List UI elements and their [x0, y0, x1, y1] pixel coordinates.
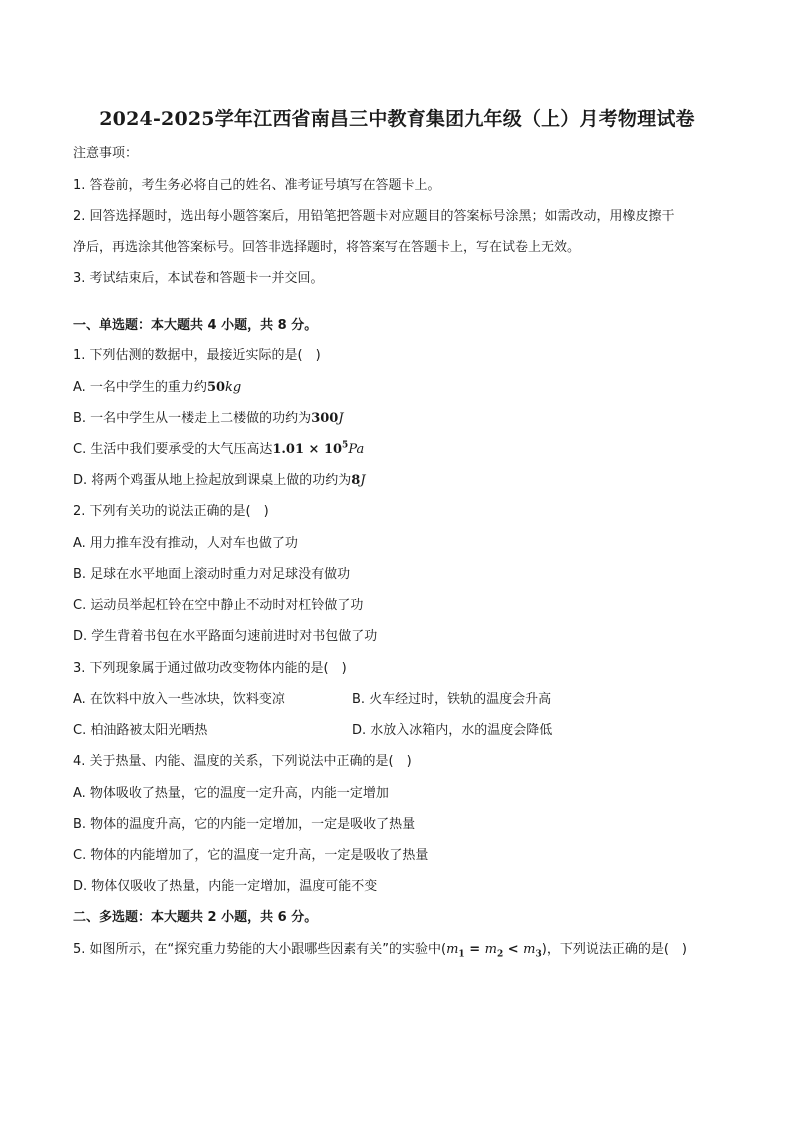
math-symbol: m: [484, 942, 497, 957]
question-stem: 4. 关于热量、内能、温度的关系，下列说法中正确的是( ): [73, 754, 412, 769]
question-stem: 1. 下列估测的数据中，最接近实际的是( ): [73, 348, 321, 363]
option-exponent: 5: [342, 440, 349, 451]
math-subscript: 3: [535, 949, 542, 960]
section-heading: 二、多选题：本大题共 2 小题，共 6 分。: [73, 910, 318, 925]
option-a: A. 在饮料中放入一些冰块，饮料变凉: [73, 692, 285, 707]
notice-item: 1. 答卷前，考生务必将自己的姓名、准考证号填写在答题卡上。: [73, 178, 441, 193]
option-a: A. 用力推车没有推动，人对车也做了功: [73, 536, 298, 551]
option-number: 1.01 × 10: [272, 442, 343, 457]
section-heading: 一、单选题：本大题共 4 小题，共 8 分。: [73, 318, 318, 333]
option-b: B. 足球在水平地面上滚动时重力对足球没有做功: [73, 567, 351, 582]
option-number: 300: [311, 411, 339, 426]
option-unit: kg: [225, 380, 242, 395]
stem-text: 5. 如图所示，在“探究重力势能的大小跟哪些因素有关”的实验中(: [73, 942, 447, 957]
option-c: [73, 442, 364, 458]
math-subscript: 2: [496, 949, 504, 960]
notice-item: 3. 考试结束后，本试卷和答题卡一并交回。: [73, 271, 324, 286]
question-stem: 2. 下列有关功的说法正确的是( ): [73, 504, 269, 519]
notice-item: 2. 回答选择题时，选出每小题答案后，用铅笔把答题卡对应题目的答案标号涂黑；如需改动，用橡皮擦干: [73, 209, 675, 224]
option-text: B. 一名中学生从一楼走上二楼做的功约为: [73, 411, 312, 426]
question-stem: [73, 942, 687, 958]
option-b: B. 火车经过时，铁轨的温度会升高: [352, 692, 552, 707]
option-unit: Pa: [348, 442, 365, 457]
question-stem: 3. 下列现象属于通过做功改变物体内能的是( ): [73, 661, 347, 676]
notice-item: 净后，再选涂其他答案标号。回答非选择题时，将答案写在答题卡上，写在试卷上无效。: [73, 240, 581, 255]
option-c: C. 柏油路被太阳光晒热: [73, 723, 208, 738]
option-c: C. 物体的内能增加了，它的温度一定升高，一定是吸收了热量: [73, 848, 429, 863]
option-text: A. 一名中学生的重力约: [73, 380, 207, 395]
option-b: B. 物体的温度升高，它的内能一定增加，一定是吸收了热量: [73, 817, 416, 832]
option-d: D. 物体仅吸收了热量，内能一定增加，温度可能不变: [73, 879, 378, 894]
option-b: [73, 411, 344, 427]
math-operator: <: [503, 942, 524, 957]
option-number: 50: [206, 380, 226, 395]
page-title: 2024-2025学年江西省南昌三中教育集团九年级（上）月考物理试卷: [99, 108, 695, 130]
stem-text: )，下列说法正确的是( ): [541, 942, 687, 957]
option-unit: J: [338, 411, 344, 426]
option-text: D. 将两个鸡蛋从地上捡起放到课桌上做的功约为: [73, 473, 352, 488]
option-text: C. 生活中我们要承受的大气压高达: [73, 442, 273, 457]
option-d: [73, 473, 366, 489]
option-unit: J: [360, 473, 366, 488]
option-a: [73, 380, 241, 396]
option-d: D. 水放入冰箱内，水的温度会降低: [352, 723, 553, 738]
math-symbol: m: [446, 942, 459, 957]
math-symbol: m: [523, 942, 536, 957]
option-c: C. 运动员举起杠铃在空中静止不动时对杠铃做了功: [73, 598, 364, 613]
math-operator: =: [464, 942, 485, 957]
option-a: A. 物体吸收了热量，它的温度一定升高，内能一定增加: [73, 786, 389, 801]
option-number: 8: [351, 473, 361, 488]
math-subscript: 1: [458, 949, 465, 960]
option-d: D. 学生背着书包在水平路面匀速前进时对书包做了功: [73, 629, 378, 644]
notice-heading: 注意事项：: [73, 146, 139, 161]
